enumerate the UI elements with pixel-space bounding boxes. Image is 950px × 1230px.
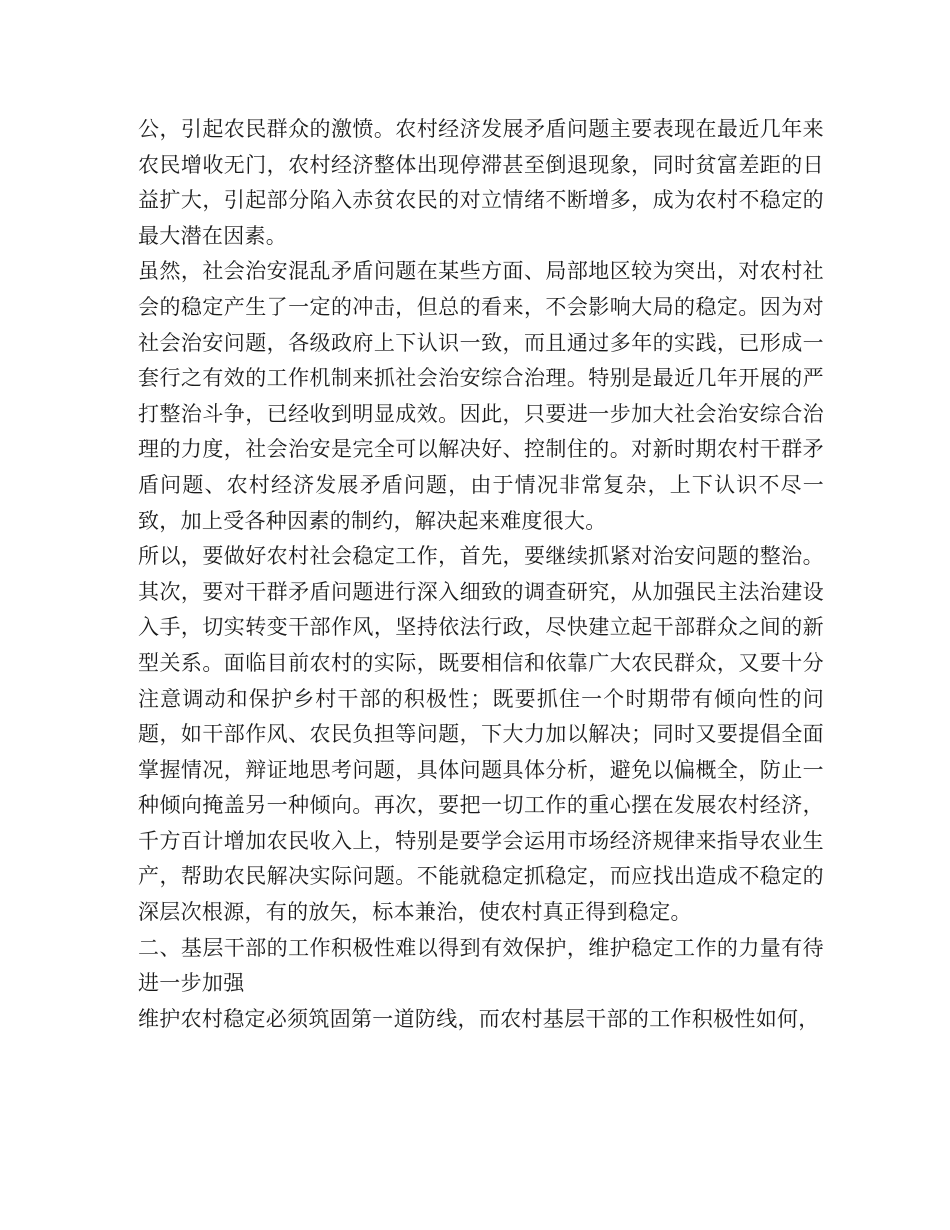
paragraph-stability-work: 所以，要做好农村社会稳定工作，首先，要继续抓紧对治安问题的整治。其次，要对干群矛盾问题进行深入细致的调查研究，从加强民主法治建设入手，切实转变干部作风，坚持依法行政，尽快建立起干部群众之间的新型关系。面临目前农村的实际，既要相信和依靠广大农民群众，又要十分注意调动和保护乡村干部的积极性；既要抓住一个时期带有倾向性的问题，如干部作风、农民负担等问题，下大力加以解决；同时又要提倡全面掌握情况，辩证地思考问题，具体问题具体分析，避免以偏概全，防止一种倾向掩盖另一种倾向。再次，要把一切工作的重心摆在发展农村经济，千方百计增加农民收入上，特别是要学会运用市场经济规律来指导农业生产，帮助农民解决实际问题。不能就稳定抓稳定，而应找出造成不稳定的深层次根源，有的放矢，标本兼治，使农村真正得到稳定。	[138, 544, 824, 925]
paragraph-rural-economy: 公，引起农民群众的激愤。农村经济发展矛盾问题主要表现在最近几年来农民增收无门，农村经济整体出现停滞甚至倒退现象，同时贫富差距的日益扩大，引起部分陷入赤贫农民的对立情绪不断增多，成为农村不稳定的最大潜在因素。	[138, 117, 824, 248]
section-heading: 二、基层干部的工作积极性难以得到有效保护，维护稳定工作的力量有待进一步加强	[138, 935, 824, 996]
paragraph-public-security: 虽然，社会治安混乱矛盾问题在某些方面、局部地区较为突出，对农村社会的稳定产生了一定的冲击，但总的看来，不会影响大局的稳定。因为对社会治安问题，各级政府上下认识一致，而且通过多年的实践，已形成一套行之有效的工作机制来抓社会治安综合治理。特别是最近几年开展的严打整治斗争，已经收到明显成效。因此，只要进一步加大社会治安综合治理的力度，社会治安是完全可以解决好、控制住的。对新时期农村干群矛盾问题、农村经济发展矛盾问题，由于情况非常复杂，上下认识不尽一致，加上受各种因素的制约，解决起来难度很大。	[138, 259, 824, 533]
paragraph-grassroots-cadres: 维护农村稳定必须筑固第一道防线，而农村基层干部的工作积极性如何，	[138, 1006, 820, 1031]
document-body	[138, 112, 824, 1037]
